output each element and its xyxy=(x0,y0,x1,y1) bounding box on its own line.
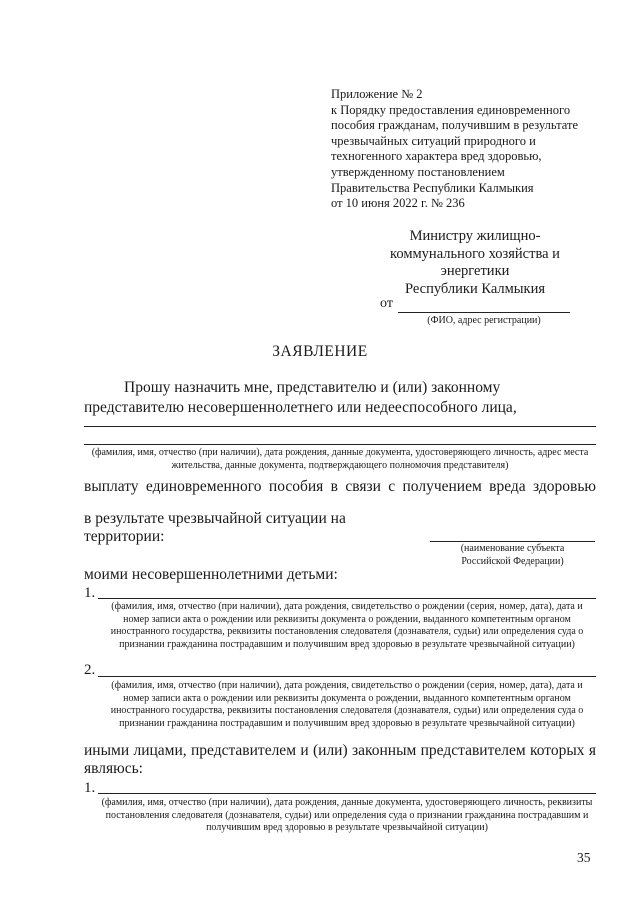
other-number: 1. xyxy=(84,780,96,796)
child-caption: (фамилия, имя, отчество (при наличии), дата рождения, свидетельство о рождении (серия, номер, дата), дата и номер записи акта о рождении или реквизиты документа о рождении, выданного компетентным органом иностранного государства, реквизиты постановления следователя (дознавателя, судьи) или определения суда о признании гражданина пострадавшим и получившим вред здоровью в результате чрезвычайной ситуации) xyxy=(110,680,584,729)
addressee-block xyxy=(380,228,570,298)
subject-fill-line[interactable] xyxy=(430,541,595,542)
appendix-line: утвержденному постановлением xyxy=(331,164,505,179)
payout-text: выплату единовременного пособия в связи с получением вреда здоровью xyxy=(84,478,596,495)
other-fill-line-1[interactable] xyxy=(98,793,596,794)
applicant-caption: (фамилия, имя, отчество (при наличии), дата рождения, данные документа, удостоверяющего личность, адрес места жительства, данные документа, подтверждающего полномочия представителя) xyxy=(91,447,589,471)
document-title: ЗАЯВЛЕНИЕ xyxy=(272,343,368,360)
children-heading: моими несовершеннолетними детьми: xyxy=(84,566,338,583)
request-paragraph xyxy=(84,378,596,418)
child-fill-line-1[interactable] xyxy=(98,598,596,599)
others-line: иными лицами, представителем и (или) законным представителем которых я xyxy=(84,742,596,759)
child-caption: (фамилия, имя, отчество (при наличии), дата рождения, свидетельство о рождении (серия, номер, дата), дата и номер записи акта о рождении или реквизиты документа о рождении, выданного компетентным органом иностранного государства, реквизиты постановления следователя (дознавателя, судьи) или определения суда о признании гражданина пострадавшим и получившим вред здоровью в результате чрезвычайной ситуации) xyxy=(110,601,584,650)
subject-caption: (наименование субъекта Российской Федерации) xyxy=(460,543,565,567)
page-number: 35 xyxy=(577,850,591,865)
emergency-line: территории: xyxy=(84,528,165,545)
appendix-line: Правительства Республики Калмыкия xyxy=(331,180,534,195)
child-number: 1. xyxy=(84,585,96,601)
other-caption: (фамилия, имя, отчество (при наличии), дата рождения, данные документа, удостоверяющего личность, реквизиты постановления следователя (дознавателя, судьи) или определения суда о признании гражданина пострадавшим и получившим вред здоровью в результате чрезвычайной ситуации) xyxy=(101,797,593,833)
emergency-text xyxy=(84,510,346,546)
addressee-line: Республики Калмыкия xyxy=(404,280,546,297)
addressee-line: Министру жилищно- xyxy=(409,228,541,244)
others-text xyxy=(84,742,596,778)
from-label: от xyxy=(380,296,393,311)
request-text: Прошу назначить мне, представителю и (или) законному представителю несовершеннолетнего или недееспособного лица, xyxy=(84,379,517,416)
addressee-line: коммунального хозяйства и xyxy=(390,245,560,262)
appendix-line: пособия гражданам, получившим в результате xyxy=(331,118,578,133)
applicant-fill-line-1[interactable] xyxy=(84,426,596,427)
child-number: 2. xyxy=(84,662,96,678)
child-fill-line-2[interactable] xyxy=(98,676,596,677)
appendix-line: чрезвычайных ситуаций природного и xyxy=(331,133,536,148)
from-caption: (ФИО, адрес регистрации) xyxy=(427,315,541,326)
appendix-line: к Порядку предоставления единовременного xyxy=(331,102,571,117)
appendix-line: Приложение № 2 xyxy=(331,87,423,101)
others-line: являюсь: xyxy=(84,760,143,777)
applicant-fill-line-2[interactable] xyxy=(84,444,596,445)
from-fill-line[interactable] xyxy=(398,312,570,313)
addressee-line: энергетики xyxy=(440,263,510,279)
appendix-line: техногенного характера вред здоровью, xyxy=(331,149,542,164)
appendix-line: от 10 июня 2022 г. № 236 xyxy=(331,196,465,211)
appendix-reference xyxy=(331,87,578,212)
emergency-line: в результате чрезвычайной ситуации на xyxy=(84,510,346,527)
